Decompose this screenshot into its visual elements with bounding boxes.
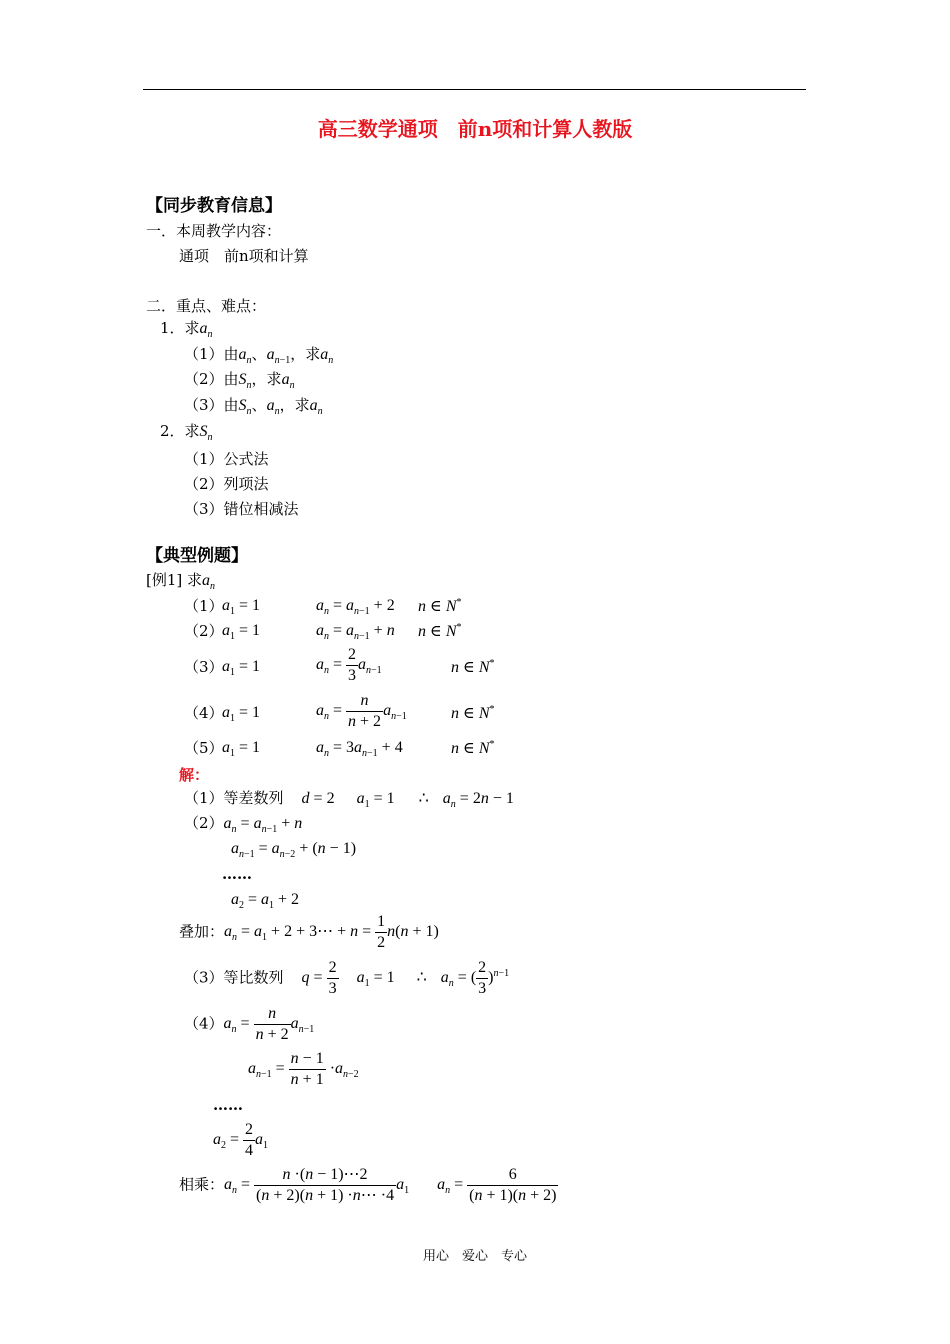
solution-2-step: $a_{n-1} = a_{n-2} + (n - 1)$ [231, 840, 357, 860]
problem-5-initial: $a_1 = 1$ [222, 739, 261, 759]
solution-label: 解： [179, 766, 210, 784]
problem-1-domain: n ∈ N* [418, 597, 462, 615]
point-1: 1．求$a_n$ [160, 319, 213, 340]
problem-2-initial: $a_1 = 1$ [222, 622, 261, 642]
solution-4-ellipsis: …… [213, 1096, 243, 1114]
section-heading-sync-info: 【同步教育信息】 [146, 196, 282, 216]
point-1-3: （3）由$S_n$、$a_n$，求$a_n$ [184, 396, 323, 417]
point-2: 2．求$S_n$ [160, 422, 213, 443]
problem-4-label: （4） [184, 704, 224, 722]
point-2-2: （2）列项法 [184, 475, 269, 493]
problem-4-domain: n ∈ N* [451, 704, 495, 722]
solution-2-last: $a_2 = a_1 + 2$ [231, 891, 300, 911]
solution-4-step: $a_{n-1}$ = $\frac{n - 1}{n + 1}$ $\cdot a_{n-2}$ [248, 1050, 359, 1088]
problem-4-recurrence: $a_n$ = $\frac{n}{n + 2}$ $a_{n-1}$ [316, 692, 407, 730]
problem-1-recurrence: $a_n = a_{n-1} + 2$ [316, 597, 395, 617]
item-key-points-label: 二．重点、难点： [146, 297, 267, 315]
point-2-3: （3）错位相减法 [184, 500, 299, 518]
item-weekly-content-label: 一．本周教学内容： [146, 222, 282, 240]
point-2-1: （1）公式法 [184, 450, 269, 468]
problem-3-recurrence: $a_n$ = $\frac{2}{3}$ $a_{n-1}$ [316, 646, 382, 684]
problem-4-initial: $a_1 = 1$ [222, 704, 261, 724]
solution-2-ellipsis: …… [222, 865, 252, 883]
problem-3-label: （3） [184, 658, 224, 676]
solution-4-product: 相乘：$a_n$ = $\frac{n \cdot(n - 1)\cdots 2}{(n + 2)(n + 1) \cdot n\cdots \cdot 4}$ $a_1$ $a_n$ = $\frac{6}{(n + 1)(n + 2)}$ [179, 1166, 557, 1204]
solution-4-last: $a_2$ = $\frac{2}{4}$ $a_1$ [213, 1121, 269, 1159]
problem-5-label: （5） [184, 739, 224, 757]
problem-3-initial: $a_1 = 1$ [222, 658, 261, 678]
problem-3-domain: n ∈ N* [451, 658, 495, 676]
solution-4: $(4)a_n$ = $\frac{n}{n + 2}$ $a_{n-1}$ [184, 1005, 315, 1043]
problem-1-label: （1） [184, 597, 224, 615]
page-title: 高三数学通项 前n项和计算人教版 [317, 117, 633, 141]
solution-3: （3）等比数列 q = $\frac{2}{3}$ $a_1 = 1$ ∴ $a_n$ = ( $\frac{2}{3}$ )$^{n-1}$ [184, 959, 510, 997]
point-1-2: （2）由$S_n$，求$a_n$ [184, 370, 295, 391]
section-heading-examples: 【典型例题】 [146, 546, 248, 566]
header-rule [143, 89, 806, 90]
problem-2-label: （2） [184, 622, 224, 640]
problem-2-domain: n ∈ N* [418, 622, 462, 640]
page-footer: 用心 爱心 专心 [422, 1249, 527, 1264]
solution-2-sum: 叠加：$a_n = a_1 + 2$ + 3⋯ + n = $\frac{1}{2}$ n(n + 1) [179, 913, 439, 951]
problem-2-recurrence: $a_n = a_{n-1} + n$ [316, 622, 395, 642]
problem-1-initial: $a_1 = 1$ [222, 597, 261, 617]
problem-5-recurrence: $a_n = 3a_{n-1} + 4$ [316, 739, 403, 759]
problem-5-domain: n ∈ N* [451, 739, 495, 757]
example-1-title: [例1] 求$a_n$ [146, 571, 216, 592]
solution-2: $(2)a_n = a_{n-1} + n$ [184, 814, 303, 835]
solution-1: （1）等差数列 d = 2 $a_1 = 1$ ∴ $a_n = 2n - 1$ [184, 789, 514, 810]
item-weekly-content: 通项 前n项和计算 [179, 247, 309, 265]
point-1-1: （1）由$a_n$、$a_{n-1}$，求$a_n$ [184, 345, 334, 366]
